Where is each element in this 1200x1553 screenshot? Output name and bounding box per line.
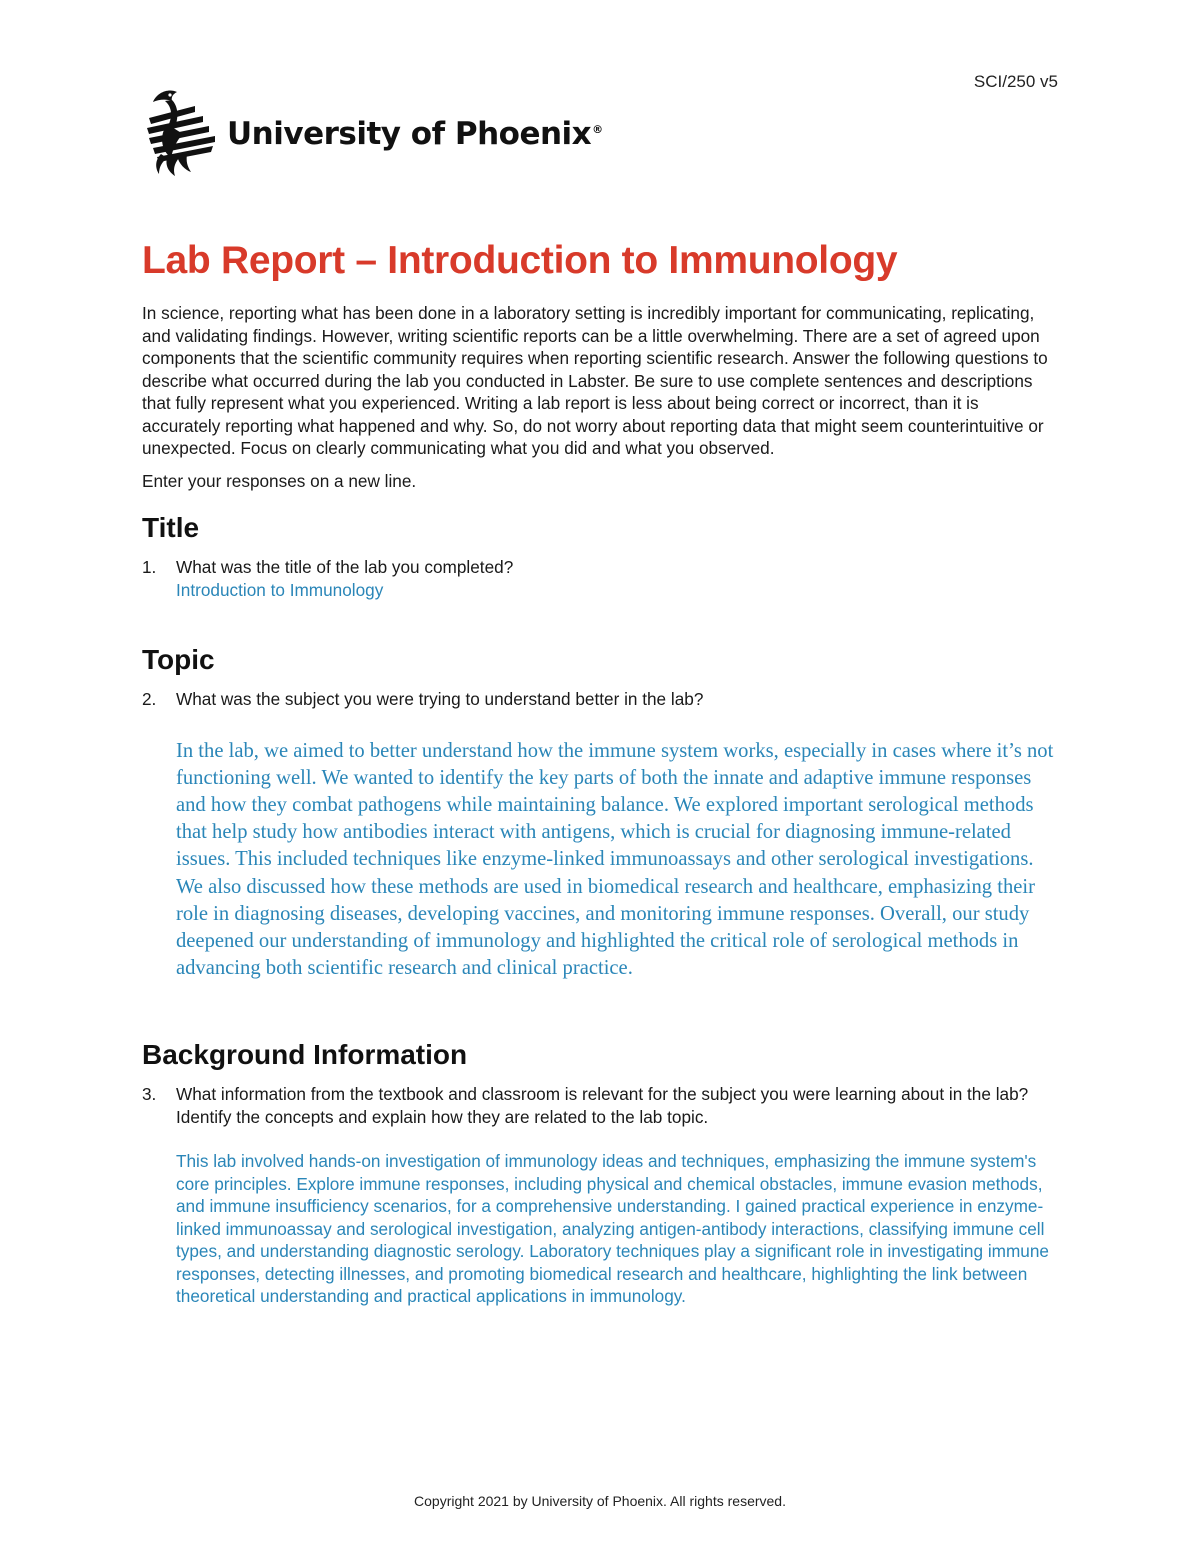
question-3 [142,1083,1060,1128]
answer-text: In the lab, we aimed to better understand how the immune system works, especially in cases where it’s not functioning well. We wanted to identify the key parts of both the innate and adaptive immune responses and how they combat pathogens while maintaining balance. We explored important serological methods that help study how antibodies interact with antigens, which is crucial for diagnosing immune-related issues. This included techniques like enzyme-linked immunoassays and other serological investigations. We also discussed how these methods are used in biomedical research and healthcare, emphasizing their role in diagnosing diseases, developing vaccines, and monitoring immune responses. Overall, our study deepened our understanding of immunology and highlighted the critical role of serological methods in advancing both scientific research and clinical practice. [176,739,1054,980]
course-code: SCI/250 v5 [973,72,1058,91]
instruction-note: Enter your responses on a new line. [142,470,417,491]
question-number: 2. [142,689,157,709]
answer-text: Introduction to Immunology [176,579,384,600]
university-logo [143,84,603,178]
question-2 [142,688,1060,711]
section-heading-title: Title [142,512,200,543]
section-heading-topic: Topic [142,644,215,675]
section-heading-background: Background Information [142,1039,468,1071]
question-text: What was the title of the lab you completed? [176,557,514,577]
answer-text: This lab involved hands-on investigation of immunology ideas and techniques, emphasizing the immune system's core principles. Explore immune responses, including physical and chemical obstacles, immune evasion methods, and immune insufficiency scenarios, for a comprehensive understanding. I gained practical experience in enzyme-linked immunoassay and serological investigation, analyzing antigen-antibody interactions, classifying immune cell types, and understanding diagnostic serology. Laboratory techniques play a significant role in investigating immune responses, detecting illnesses, and promoting biomedical research and healthcare, highlighting the link between theoretical understanding and practical applications in immunology. [176,1151,1049,1307]
document-body [142,236,1060,1308]
intro-paragraph: In science, reporting what has been done in a laboratory setting is incredibly important for communicating, replicating, and validating findings. However, writing scientific reports can be a little overwhelming. There are a set of agreed upon components that the scientific community requires when reporting scientific research. Answer the following questions to describe what occurred during the lab you conducted in Labster. Be sure to use complete sentences and descriptions that fully represent what you experienced. Writing a lab report is less about being correct or incorrect, than it is accurately reporting what happened and why. So, do not worry about reporting data that might seem counterintuitive or unexpected. Focus on clearly communicating what you did and what you observed. [142,303,1048,458]
logo-wordmark: University of Phoenix® [227,116,603,152]
question-number: 3. [142,1084,157,1105]
document-title: Lab Report – Introduction to Immunology [142,239,898,282]
question-text: What information from the textbook and classroom is relevant for the subject you were learning about in the lab? Identify the concepts and explain how they are related to the lab topic. [176,1084,1029,1127]
question-number: 1. [142,557,157,577]
question-text: What was the subject you were trying to understand better in the lab? [176,689,704,709]
question-1 [142,556,1060,601]
phoenix-bird-icon [143,84,221,178]
copyright-footer: Copyright 2021 by University of Phoenix. All rights reserved. [414,1493,786,1509]
